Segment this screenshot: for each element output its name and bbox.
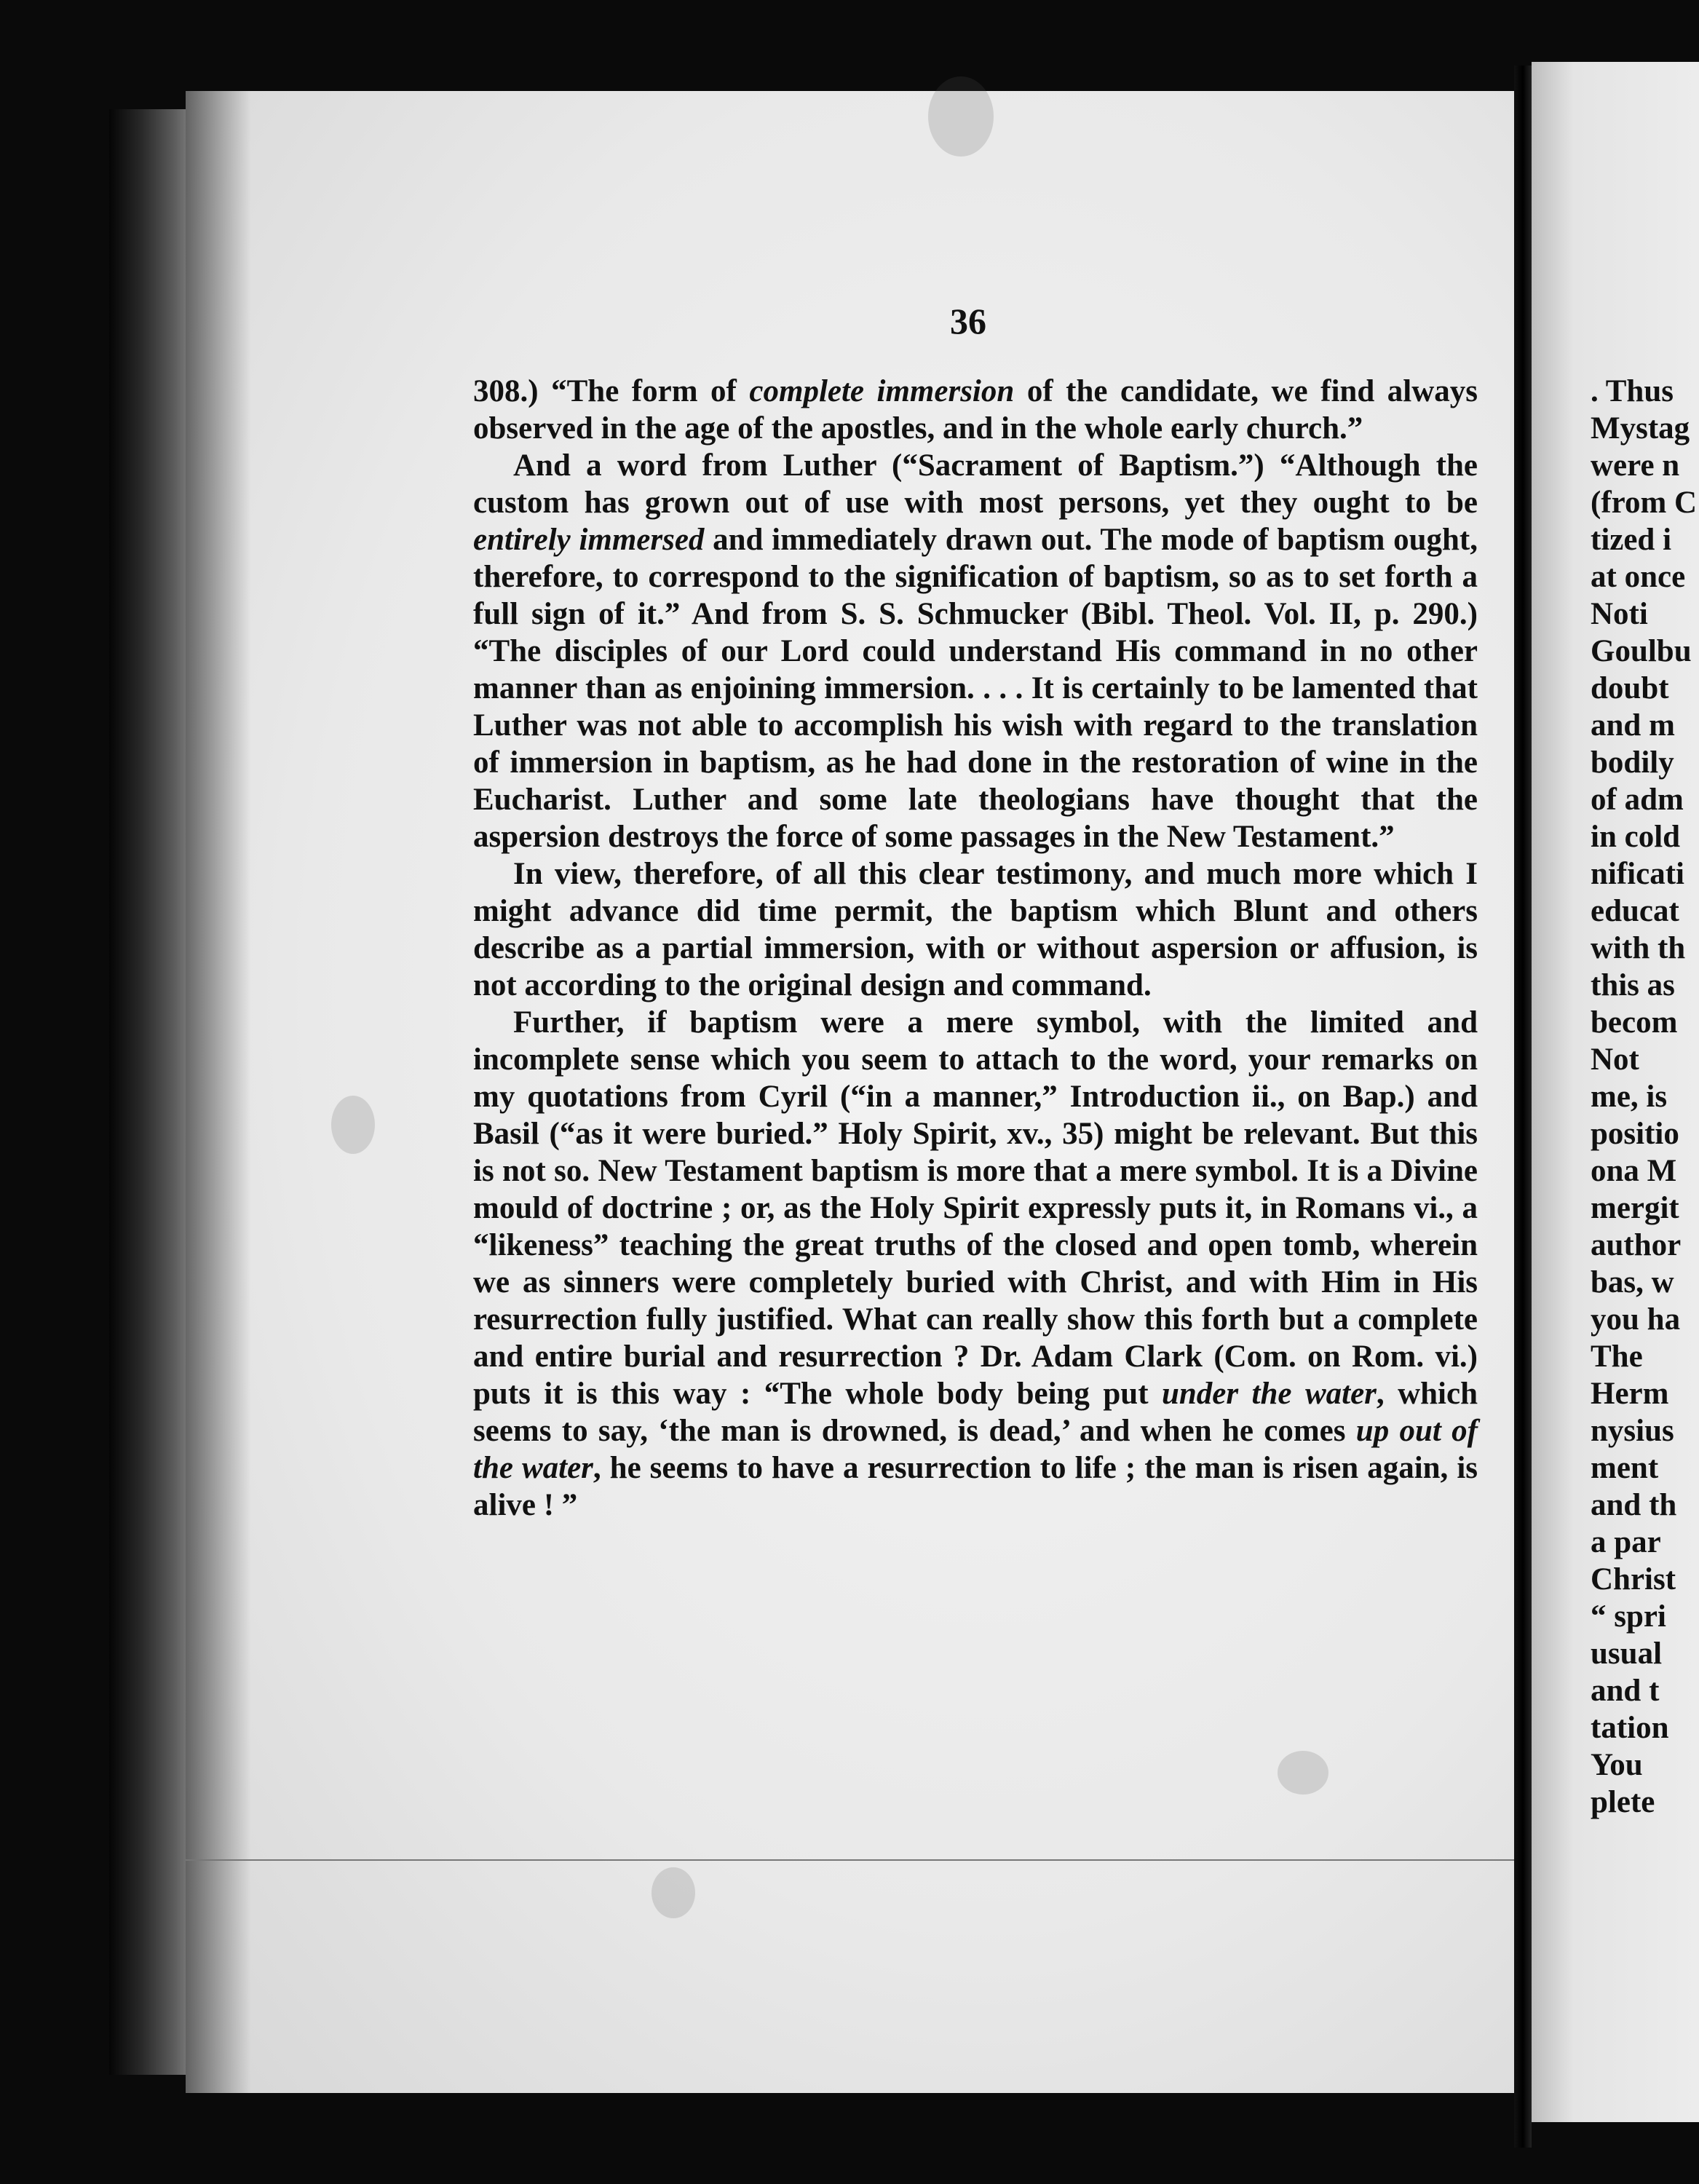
para-4 (473, 1004, 1478, 1524)
italic-phrase: up out of the water (473, 1414, 1478, 1485)
right-column-line: and m (1591, 708, 1675, 743)
right-column-line: nificati (1591, 857, 1684, 891)
text-run: In view, therefore, of all this clear testimony, and much more which I might advance did time permit, the baptism which Blunt and others describe as a partial immersion, with or without aspersion or affusion, is not according to the original design and command. (473, 857, 1478, 1002)
right-column-line: The (1591, 1340, 1643, 1374)
text-run: and immediately drawn out. The mode of baptism ought, therefore, to correspond to the signification of baptism, so as to set forth a full sign of it.” And from S. S. Schmucker (Bibl. Theol. Vol. II, p. 290.) “The disciples of our Lord could understand His command in no other manner than as enjoining immersion. . . . It is certainly to be lamented that Luther was not able to accomplish his wish with regard to the translation of immersion in baptism, as he had done in the restoration of wine in the Eucharist. Luther and some late theologians have thought that the aspersion destroys the force of some passages in the New Testament.” (473, 523, 1478, 854)
right-column-line: and th (1591, 1488, 1677, 1522)
page-rule (186, 1859, 1514, 1861)
right-column-line: Not (1591, 1042, 1639, 1077)
text-run: of the candidate, we find always observed in the age of the apostles, and in the whole early church.” (473, 374, 1478, 446)
italic-phrase: complete immersion (749, 374, 1015, 408)
right-column-line: usual (1591, 1637, 1663, 1671)
right-column-line: of adm (1591, 783, 1684, 817)
right-column-line: becom (1591, 1005, 1678, 1040)
stain-spot (928, 76, 994, 157)
right-column-line: at once (1591, 560, 1686, 594)
right-column-fragments (1591, 373, 1699, 1821)
right-column-line: mergit (1591, 1191, 1679, 1225)
right-column-line: ment (1591, 1451, 1659, 1485)
right-column-line: Noti (1591, 597, 1648, 631)
right-column-line: You (1591, 1748, 1643, 1782)
right-column-line: educat (1591, 894, 1679, 928)
para-2 (473, 447, 1478, 855)
body-text (473, 373, 1478, 1524)
stain-spot (331, 1096, 375, 1154)
right-column-line: and t (1591, 1674, 1660, 1708)
stain-spot (1278, 1751, 1328, 1795)
right-column-line: author (1591, 1228, 1682, 1262)
right-column-line: in cold (1591, 820, 1681, 854)
right-column-line: doubt (1591, 671, 1669, 705)
right-column-line: (from C (1591, 486, 1698, 520)
right-column-line: with th (1591, 931, 1686, 965)
right-column-line: positio (1591, 1117, 1679, 1151)
italic-phrase: under the water (1161, 1377, 1377, 1411)
text-run: , which seems to say, ‘the man is drowned, is dead,’ and when he comes (473, 1377, 1478, 1448)
text-run: , he seems to have a resurrection to life ; the man is risen again, is alive ! ” (473, 1451, 1478, 1522)
page-number: 36 (950, 301, 986, 341)
para-3 (473, 855, 1478, 1004)
right-column-line: Goulbu (1591, 634, 1692, 668)
italic-phrase: entirely immersed (473, 523, 705, 557)
right-column-line: tation (1591, 1711, 1669, 1745)
right-column-line: you ha (1591, 1302, 1681, 1337)
right-column-line: were n (1591, 448, 1680, 483)
para-1 (473, 373, 1478, 447)
right-column-line: “ spri (1591, 1599, 1666, 1634)
right-column-line: a par (1591, 1525, 1661, 1559)
right-column-line: . Thus (1591, 374, 1674, 408)
text-run: And a word from Luther (“Sacrament of Baptism.”) “Although the custom has grown out of use with most persons, yet they ought to be (473, 448, 1478, 520)
right-column-line: Mystag (1591, 411, 1690, 446)
right-column-line: Herm (1591, 1377, 1669, 1411)
right-column-line: this as (1591, 968, 1675, 1002)
right-column-line: bas, w (1591, 1265, 1674, 1299)
right-column-line: tized i (1591, 523, 1672, 557)
right-column-line: ona M (1591, 1154, 1677, 1188)
right-column-line: Christ (1591, 1562, 1676, 1597)
right-column-line: me, is (1591, 1080, 1668, 1114)
page-gutter (1514, 66, 1532, 2148)
right-column-line: nysius (1591, 1414, 1674, 1448)
right-column-line: plete (1591, 1785, 1655, 1819)
text-run: Further, if baptism were a mere symbol, with the limited and incomplete sense which you seem to attach to the word, your remarks on my quotations from Cyril (“in a manner,” Introduction ii., on Bap.) and Basil (“as it were buried.” Holy Spirit, xv., 35) might be relevant. But this is not so. New Testament baptism is more that a mere symbol. It is a Divine mould of doctrine ; or, as the Holy Spirit expressly puts it, in Romans vi., a “likeness” teaching the great truths of the closed and open tomb, wherein we as sinners were completely buried with Christ, and with Him in His resurrection fully justified. What can really show this forth but a complete and entire burial and resurrection ? Dr. Adam Clark (Com. on Rom. vi.) puts it is this way : “The whole body being put (473, 1005, 1478, 1411)
stain-spot (652, 1867, 695, 1918)
text-run: 308.) “The form of (473, 374, 750, 408)
right-column-line: bodily (1591, 745, 1674, 780)
